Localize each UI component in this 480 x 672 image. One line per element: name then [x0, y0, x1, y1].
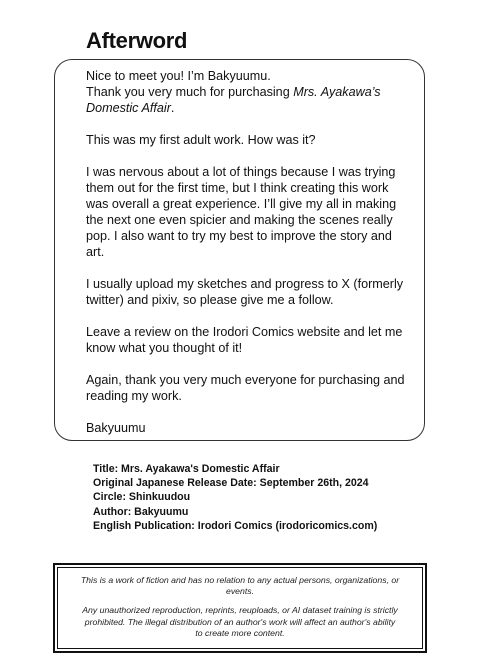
- letter-paragraph-thanks: Again, thank you very much everyone for purchasing and reading my work.: [86, 373, 405, 403]
- credit-publication: English Publication: Irodori Comics (irodoricomics.com): [93, 519, 378, 532]
- greeting-line-2-suffix: .: [170, 101, 175, 115]
- credit-release-date: Original Japanese Release Date: September 26th, 2024: [93, 477, 369, 490]
- letter-paragraph-experience: I was nervous about a lot of things because I was trying them out for the first time, but I think creating this work was overall a great experience. I’ll give my all in making the next one even spicier and making the scenes really pop. I also want to try my best to improve the story and art.: [86, 165, 397, 259]
- fiction-disclaimer: This is a work of fiction and has no relation to any actual persons, organizations, or events.: [80, 575, 400, 597]
- greeting-line-2-prefix: Thank you very much for purchasing: [86, 85, 294, 99]
- credit-title: Title: Mrs. Ayakawa's Domestic Affair: [93, 463, 280, 475]
- unauthorized-use-notice: Any unauthorized reproduction, reprints, reuploads, or AI dataset training is strictly prohibited. The illegal distribution of an author's work will affect an author's ability to create more content.: [82, 605, 398, 638]
- legal-notice-box: [53, 563, 427, 653]
- credit-circle: Circle: Shinkuudou: [93, 491, 191, 504]
- greeting-line-1: Nice to meet you! I’m Bakyuumu.: [86, 69, 271, 83]
- letter-paragraph-follow: I usually upload my sketches and progress to X (formerly twitter) and pixiv, so please give me a follow.: [86, 277, 404, 307]
- letter-signature: Bakyuumu: [86, 421, 146, 435]
- legal-notice-inner: [57, 567, 423, 649]
- letter-greeting: [86, 68, 406, 116]
- credits-block: [93, 462, 377, 533]
- letter-paragraph-first-work: This was my first adult work. How was it?: [86, 133, 316, 147]
- work-title-italic: Mrs. Ayakawa’s Domestic Affair: [86, 85, 381, 115]
- page-title: Afterword: [86, 28, 188, 53]
- afterword-letter: [54, 59, 425, 441]
- credit-author: Author: Bakyuumu: [93, 505, 189, 518]
- letter-paragraph-review: Leave a review on the Irodori Comics website and let me know what you thought of it!: [86, 325, 403, 355]
